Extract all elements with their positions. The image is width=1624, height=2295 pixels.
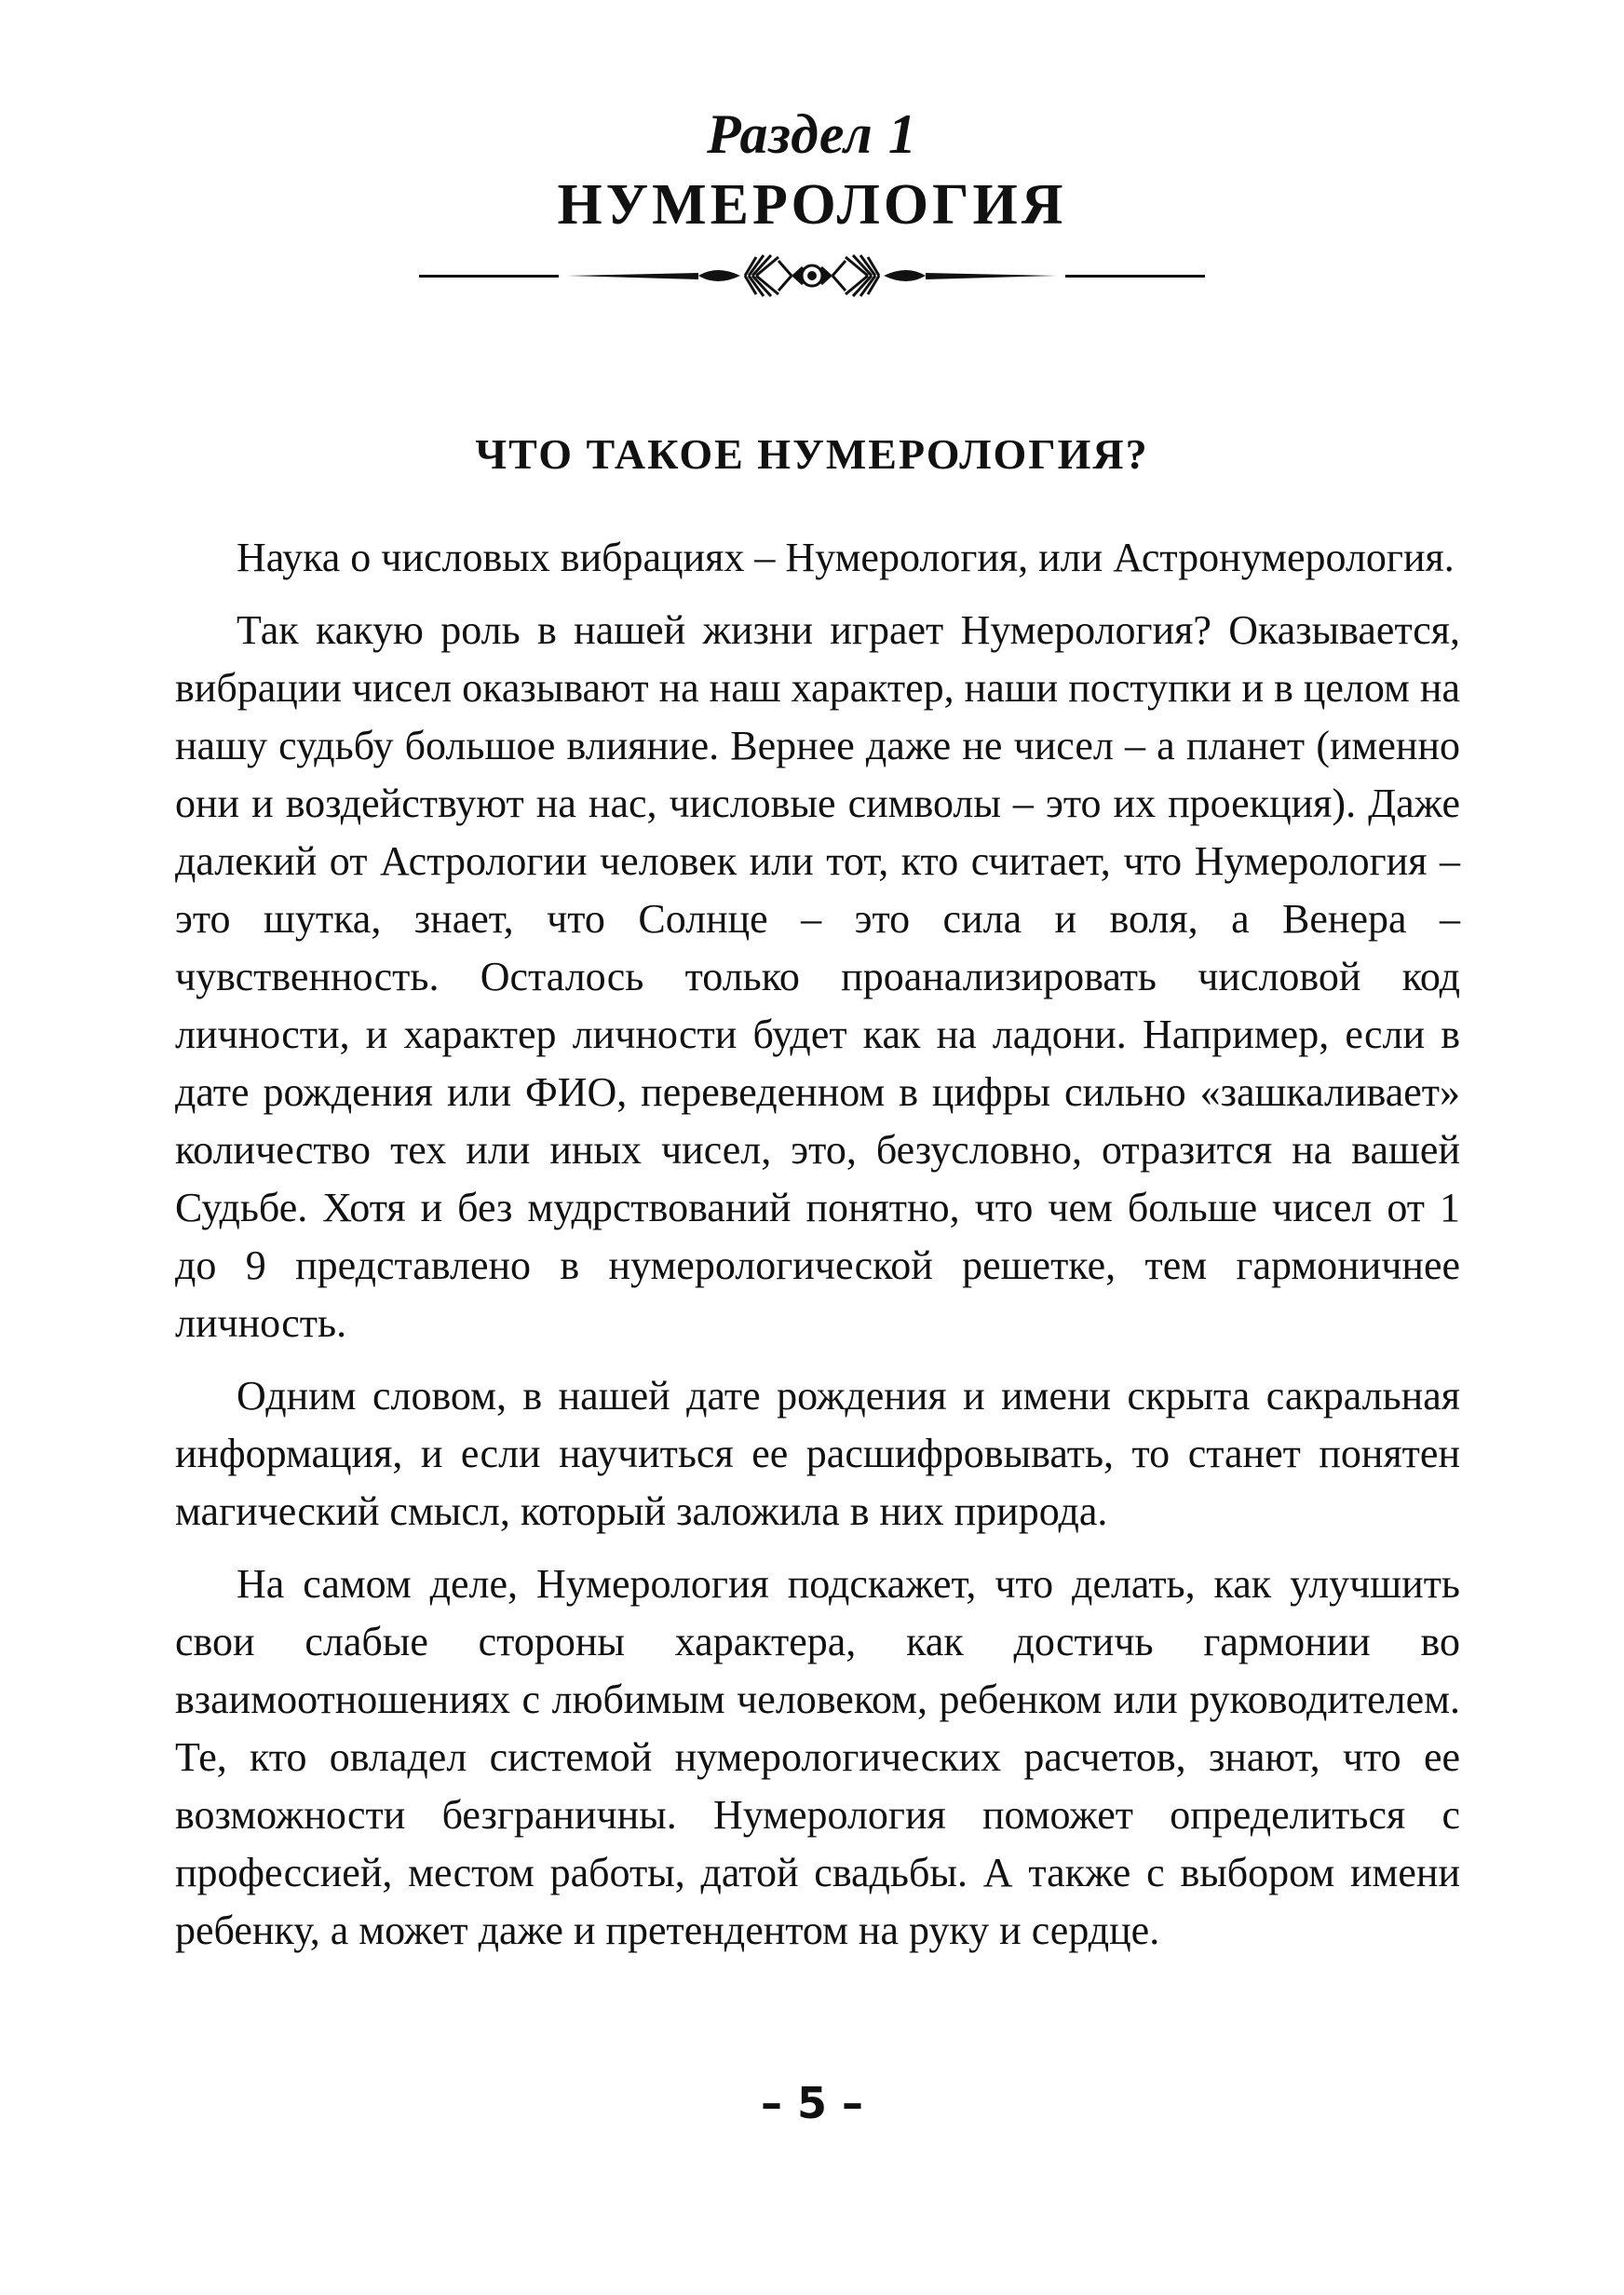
article-heading: ЧТО ТАКОЕ НУМЕРОЛОГИЯ? bbox=[475, 430, 1149, 478]
paragraph: Наука о числовых вибрациях – Нумерология, или Астронумерология. bbox=[237, 535, 1455, 580]
page-number: – 5 – bbox=[760, 2078, 864, 2128]
section-label: Раздел 1 bbox=[707, 103, 917, 165]
decorative-divider-icon bbox=[419, 244, 1205, 309]
paragraph: Так какую роль в нашей жизни играет Нумерология? Оказывается, вибрации чисел оказывают на наш характер, наши поступки и в целом на нашу судьбу большое влияние. Вернее даже не чисел – а планет (именно они и воздействуют на нас, числовые символы – это их проекция). Даже далекий от Астрологии человек или тот, кто считает, что Нумерология – это шутка, знает, что Солнце – это сила и воля, а Венера – чувственность. Осталось только проанализировать числовой код личности, и характер личности будет как на ладони. Например, если в дате рождения или ФИО, переведенном в цифры сильно «зашкаливает» количество тех или иных чисел, это, безусловно, отразится на вашей Судьбе. Хотя и без мудрствований понятно, что чем больше чисел от 1 до 9 представлено в нумерологической решетке, тем гармоничнее личность. bbox=[175, 607, 1460, 1346]
article-body bbox=[175, 529, 1460, 1975]
paragraph: Одним словом, в нашей дате рождения и имени скрыта сакральная информация, и если научиться ее расшифровывать, то станет понятен магический смысл, который заложила в них природа. bbox=[175, 1373, 1460, 1534]
chapter-title: НУМЕРОЛОГИЯ bbox=[557, 173, 1067, 237]
paragraph: На самом деле, Нумерология подскажет, что делать, как улучшить свои слабые стороны характера, как достичь гармонии во взаимоотношениях с любимым человеком, ребенком или руководителем. Те, кто овладел системой нумерологических расчетов, знают, что ее возможности безграничны. Нумерология поможет определиться с профессией, местом работы, датой свадьбы. А также с выбором имени ребенку, а может даже и претендентом на руку и сердце. bbox=[175, 1561, 1460, 1953]
